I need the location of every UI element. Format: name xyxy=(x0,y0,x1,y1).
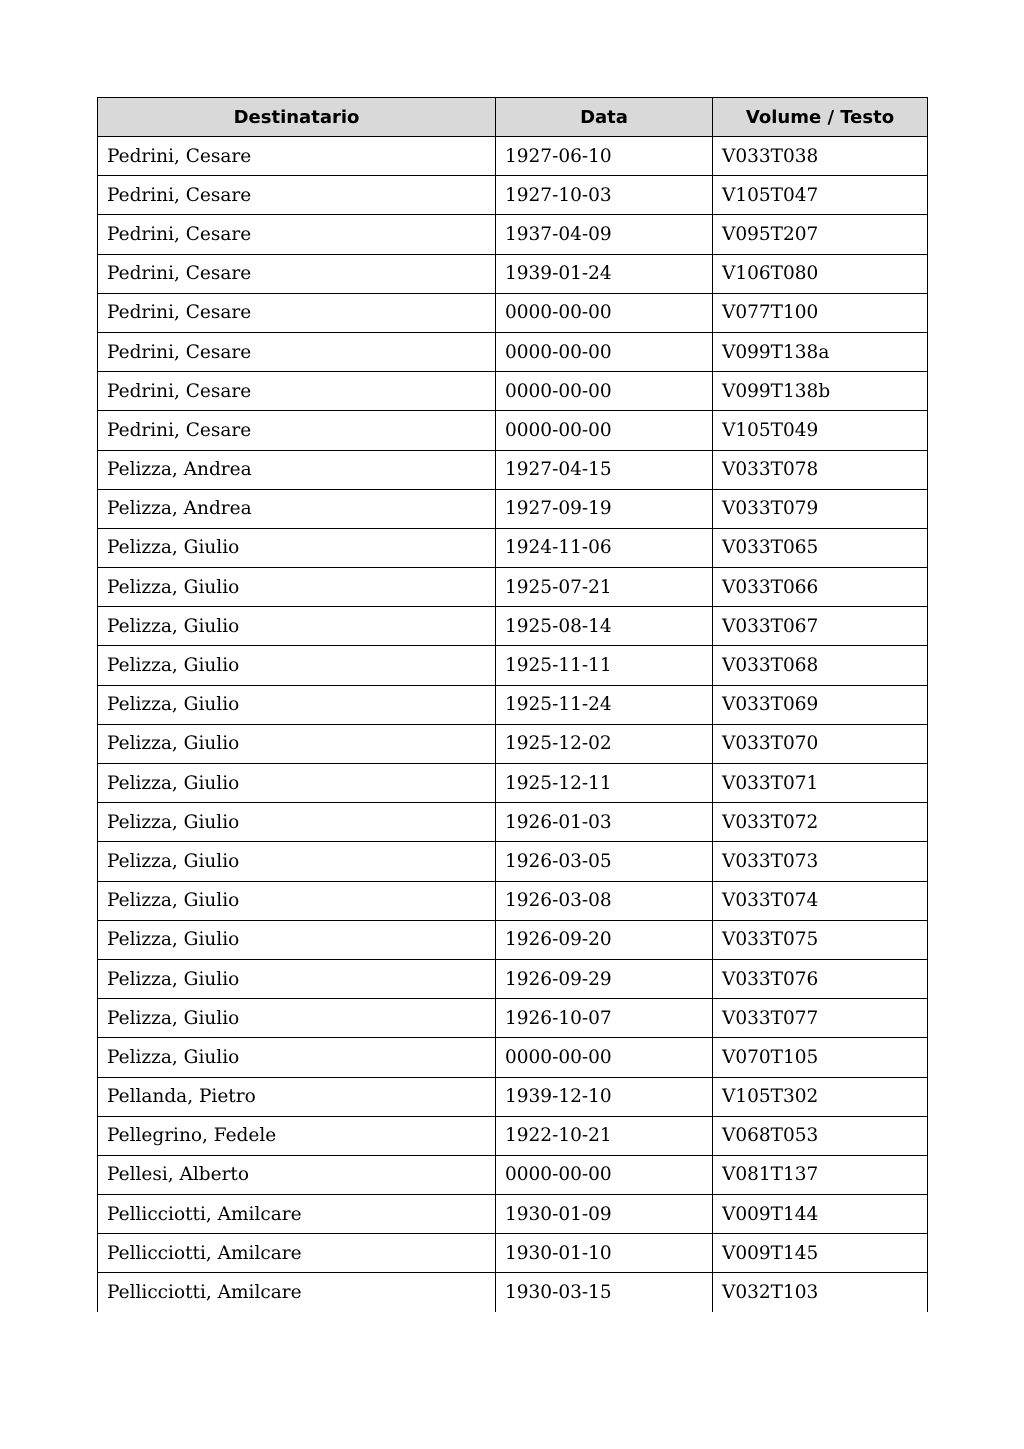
table-row xyxy=(98,332,928,371)
cell-destinatario: Pellesi, Alberto xyxy=(98,1155,496,1194)
cell-destinatario: Pelizza, Giulio xyxy=(98,999,496,1038)
table-row xyxy=(98,411,928,450)
cell-destinatario: Pelizza, Giulio xyxy=(98,842,496,881)
cell-data: 0000-00-00 xyxy=(496,1155,713,1194)
header-data: Data xyxy=(496,98,713,137)
cell-data: 0000-00-00 xyxy=(496,293,713,332)
cell-destinatario: Pelizza, Giulio xyxy=(98,959,496,998)
table-row xyxy=(98,842,928,881)
letters-table xyxy=(97,97,928,1312)
table-body xyxy=(98,137,928,1313)
cell-destinatario: Pellicciotti, Amilcare xyxy=(98,1195,496,1234)
cell-destinatario: Pedrini, Cesare xyxy=(98,254,496,293)
cell-destinatario: Pelizza, Giulio xyxy=(98,685,496,724)
cell-volume-testo: V077T100 xyxy=(713,293,928,332)
cell-destinatario: Pelizza, Giulio xyxy=(98,607,496,646)
cell-volume-testo: V033T072 xyxy=(713,803,928,842)
cell-destinatario: Pelizza, Giulio xyxy=(98,803,496,842)
cell-data: 1926-09-20 xyxy=(496,920,713,959)
cell-destinatario: Pedrini, Cesare xyxy=(98,137,496,176)
table-row xyxy=(98,724,928,763)
cell-volume-testo: V099T138b xyxy=(713,372,928,411)
cell-data: 1922-10-21 xyxy=(496,1116,713,1155)
cell-data: 1927-09-19 xyxy=(496,489,713,528)
cell-data: 1925-11-11 xyxy=(496,646,713,685)
cell-volume-testo: V033T076 xyxy=(713,959,928,998)
cell-destinatario: Pedrini, Cesare xyxy=(98,293,496,332)
header-destinatario: Destinatario xyxy=(98,98,496,137)
header-row xyxy=(98,98,928,137)
cell-data: 1930-01-09 xyxy=(496,1195,713,1234)
cell-volume-testo: V033T077 xyxy=(713,999,928,1038)
table-row xyxy=(98,293,928,332)
cell-destinatario: Pelizza, Andrea xyxy=(98,450,496,489)
cell-destinatario: Pedrini, Cesare xyxy=(98,372,496,411)
cell-destinatario: Pedrini, Cesare xyxy=(98,215,496,254)
cell-data: 1927-10-03 xyxy=(496,176,713,215)
table-row xyxy=(98,1234,928,1273)
cell-destinatario: Pellegrino, Fedele xyxy=(98,1116,496,1155)
table-row xyxy=(98,489,928,528)
table-row xyxy=(98,959,928,998)
table-row xyxy=(98,254,928,293)
cell-data: 1925-07-21 xyxy=(496,568,713,607)
table-row xyxy=(98,372,928,411)
cell-destinatario: Pedrini, Cesare xyxy=(98,332,496,371)
cell-data: 1925-11-24 xyxy=(496,685,713,724)
table-header xyxy=(98,98,928,137)
cell-volume-testo: V033T079 xyxy=(713,489,928,528)
table-row xyxy=(98,803,928,842)
cell-data: 0000-00-00 xyxy=(496,411,713,450)
table-row xyxy=(98,1155,928,1194)
cell-volume-testo: V105T049 xyxy=(713,411,928,450)
cell-destinatario: Pelizza, Giulio xyxy=(98,881,496,920)
table-row xyxy=(98,607,928,646)
cell-volume-testo: V033T070 xyxy=(713,724,928,763)
table-row xyxy=(98,685,928,724)
cell-volume-testo: V106T080 xyxy=(713,254,928,293)
cell-destinatario: Pelizza, Giulio xyxy=(98,920,496,959)
table-row xyxy=(98,1273,928,1312)
cell-volume-testo: V070T105 xyxy=(713,1038,928,1077)
cell-data: 1926-03-08 xyxy=(496,881,713,920)
cell-data: 0000-00-00 xyxy=(496,372,713,411)
cell-volume-testo: V009T145 xyxy=(713,1234,928,1273)
cell-data: 1939-01-24 xyxy=(496,254,713,293)
cell-data: 1926-10-07 xyxy=(496,999,713,1038)
cell-destinatario: Pelizza, Giulio xyxy=(98,568,496,607)
table-row xyxy=(98,1195,928,1234)
table-row xyxy=(98,881,928,920)
cell-data: 1927-04-15 xyxy=(496,450,713,489)
cell-destinatario: Pelizza, Giulio xyxy=(98,528,496,567)
table-row xyxy=(98,646,928,685)
table-row xyxy=(98,137,928,176)
cell-destinatario: Pedrini, Cesare xyxy=(98,176,496,215)
cell-data: 1926-09-29 xyxy=(496,959,713,998)
cell-volume-testo: V009T144 xyxy=(713,1195,928,1234)
cell-volume-testo: V068T053 xyxy=(713,1116,928,1155)
cell-data: 1926-01-03 xyxy=(496,803,713,842)
table-row xyxy=(98,215,928,254)
cell-data: 1925-12-11 xyxy=(496,764,713,803)
table-row xyxy=(98,568,928,607)
cell-volume-testo: V033T038 xyxy=(713,137,928,176)
cell-data: 1925-12-02 xyxy=(496,724,713,763)
cell-volume-testo: V033T075 xyxy=(713,920,928,959)
cell-data: 1924-11-06 xyxy=(496,528,713,567)
cell-data: 1930-03-15 xyxy=(496,1273,713,1312)
cell-data: 0000-00-00 xyxy=(496,1038,713,1077)
cell-volume-testo: V033T067 xyxy=(713,607,928,646)
cell-destinatario: Pelizza, Giulio xyxy=(98,1038,496,1077)
cell-volume-testo: V032T103 xyxy=(713,1273,928,1312)
cell-destinatario: Pellanda, Pietro xyxy=(98,1077,496,1116)
cell-volume-testo: V033T066 xyxy=(713,568,928,607)
document-page xyxy=(97,97,927,1312)
cell-volume-testo: V033T074 xyxy=(713,881,928,920)
table-row xyxy=(98,920,928,959)
cell-destinatario: Pellicciotti, Amilcare xyxy=(98,1234,496,1273)
cell-volume-testo: V099T138a xyxy=(713,332,928,371)
table-row xyxy=(98,1077,928,1116)
table-row xyxy=(98,1116,928,1155)
cell-data: 0000-00-00 xyxy=(496,332,713,371)
cell-destinatario: Pelizza, Andrea xyxy=(98,489,496,528)
table-row xyxy=(98,450,928,489)
cell-data: 1930-01-10 xyxy=(496,1234,713,1273)
cell-volume-testo: V033T073 xyxy=(713,842,928,881)
cell-volume-testo: V105T302 xyxy=(713,1077,928,1116)
cell-volume-testo: V081T137 xyxy=(713,1155,928,1194)
table-row xyxy=(98,764,928,803)
cell-destinatario: Pellicciotti, Amilcare xyxy=(98,1273,496,1312)
cell-destinatario: Pelizza, Giulio xyxy=(98,646,496,685)
cell-data: 1926-03-05 xyxy=(496,842,713,881)
cell-data: 1927-06-10 xyxy=(496,137,713,176)
cell-destinatario: Pelizza, Giulio xyxy=(98,764,496,803)
cell-volume-testo: V095T207 xyxy=(713,215,928,254)
cell-data: 1925-08-14 xyxy=(496,607,713,646)
cell-volume-testo: V033T078 xyxy=(713,450,928,489)
table-row xyxy=(98,176,928,215)
table-row xyxy=(98,1038,928,1077)
cell-data: 1937-04-09 xyxy=(496,215,713,254)
table-row xyxy=(98,528,928,567)
cell-destinatario: Pedrini, Cesare xyxy=(98,411,496,450)
cell-volume-testo: V033T068 xyxy=(713,646,928,685)
cell-volume-testo: V105T047 xyxy=(713,176,928,215)
cell-volume-testo: V033T071 xyxy=(713,764,928,803)
cell-data: 1939-12-10 xyxy=(496,1077,713,1116)
table-row xyxy=(98,999,928,1038)
cell-volume-testo: V033T065 xyxy=(713,528,928,567)
cell-volume-testo: V033T069 xyxy=(713,685,928,724)
header-volume-testo: Volume / Testo xyxy=(713,98,928,137)
cell-destinatario: Pelizza, Giulio xyxy=(98,724,496,763)
